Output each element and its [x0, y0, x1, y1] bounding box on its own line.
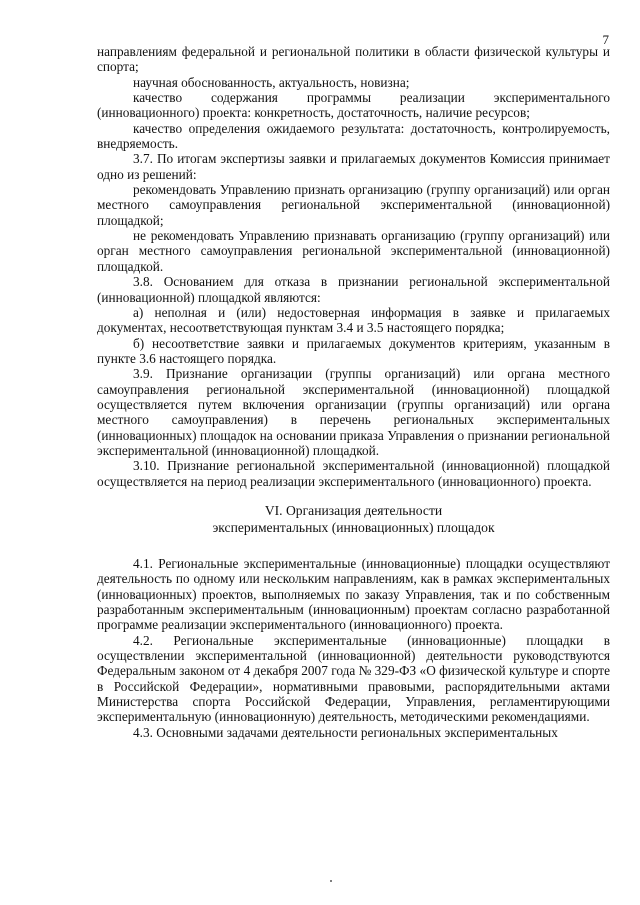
paragraph-criterion-program-quality: качество содержания программы реализации экспериментального (инновационного) проекта: конкретность, достаточность, наличие ресурсов; — [97, 90, 610, 121]
paragraph-3-8-b: б) несоответствие заявки и прилагаемых документов критериям, указанным в пункте 3.6 настоящего порядка. — [97, 335, 610, 366]
section-heading-line1: VI. Организация деятельности — [264, 502, 443, 518]
paragraph-3-9: 3.9. Признание организации (группы организаций) или органа местного самоуправления региональной экспериментальной (инновационной) площадкой осуществляется путем включения организации (группы организаций) или органа местного самоуправления) в перечень региональных экспериментальных (инновационных) площадок на основании приказа Управления о признании региональной экспериментальной (инновационной) площадкой. — [97, 366, 610, 458]
scan-dot-mark — [330, 880, 332, 882]
paragraph-3-8-a: а) неполная и (или) недостоверная информация в заявке и прилагаемых документах, несоответствующая пунктам 3.4 и 3.5 настоящего порядка; — [97, 304, 610, 336]
paragraph-3-10: 3.10. Признание региональной экспериментальной (инновационной) площадкой осуществляется на период реализации экспериментального (инновационного) проекта. — [97, 458, 610, 489]
paragraph-decision-recommend: рекомендовать Управлению признать организацию (группу организаций) или орган местного самоуправления региональной экспериментальной (инновационной) площадкой; — [97, 182, 610, 228]
paragraph-decision-not-recommend: не рекомендовать Управлению признавать организацию (группу организаций) или орган местного самоуправления региональной экспериментальной (инновационной) площадкой. — [97, 228, 610, 274]
paragraph-3-8: 3.8. Основанием для отказа в признании региональной экспериментальной (инновационной) площадкой являются: — [97, 274, 610, 305]
paragraph-4-2: 4.2. Региональные экспериментальные (инновационные) площадки в осуществлении экспериментальной (инновационной) деятельности руководствуются Федеральным законом от 4 декабря 2007 года № 329-ФЗ «О физической культуре и спорте в Российской Федерации», нормативными правовыми, распорядительными актами Министерства спорта Российской Федерации, Управления, регламентирующими экспериментальную (инновационную) деятельность, методическими рекомендациями. — [97, 632, 610, 725]
document-body — [97, 44, 610, 740]
section-heading — [97, 502, 610, 536]
paragraph-criteria-continuation: направлениям федеральной и региональной политики в области физической культуры и спорта; — [97, 44, 610, 75]
paragraph-criterion-result-quality: качество определения ожидаемого результата: достаточность, контролируемость, внедряемость. — [97, 120, 610, 152]
section-heading-line2: экспериментальных (инновационных) площадок — [212, 519, 495, 535]
paragraph-criterion-novelty: научная обоснованность, актуальность, новизна; — [133, 74, 410, 90]
paragraph-4-1: 4.1. Региональные экспериментальные (инновационные) площадки осуществляют деятельность по одному или нескольким направлениям, как в рамках экспериментальных (инновационных) проектов, выполняемых по заказу Управления, так и по собственным разработанным экспериментальным (инновационным) проектам согласно разработанной программе реализации экспериментального (инновационного) проекта. — [97, 555, 610, 633]
page-number: 7 — [602, 32, 609, 47]
paragraph-4-3: 4.3. Основными задачами деятельности региональных экспериментальных — [133, 724, 558, 740]
paragraph-3-7: 3.7. По итогам экспертизы заявки и прилагаемых документов Комиссия принимает одно из решений: — [97, 151, 610, 182]
